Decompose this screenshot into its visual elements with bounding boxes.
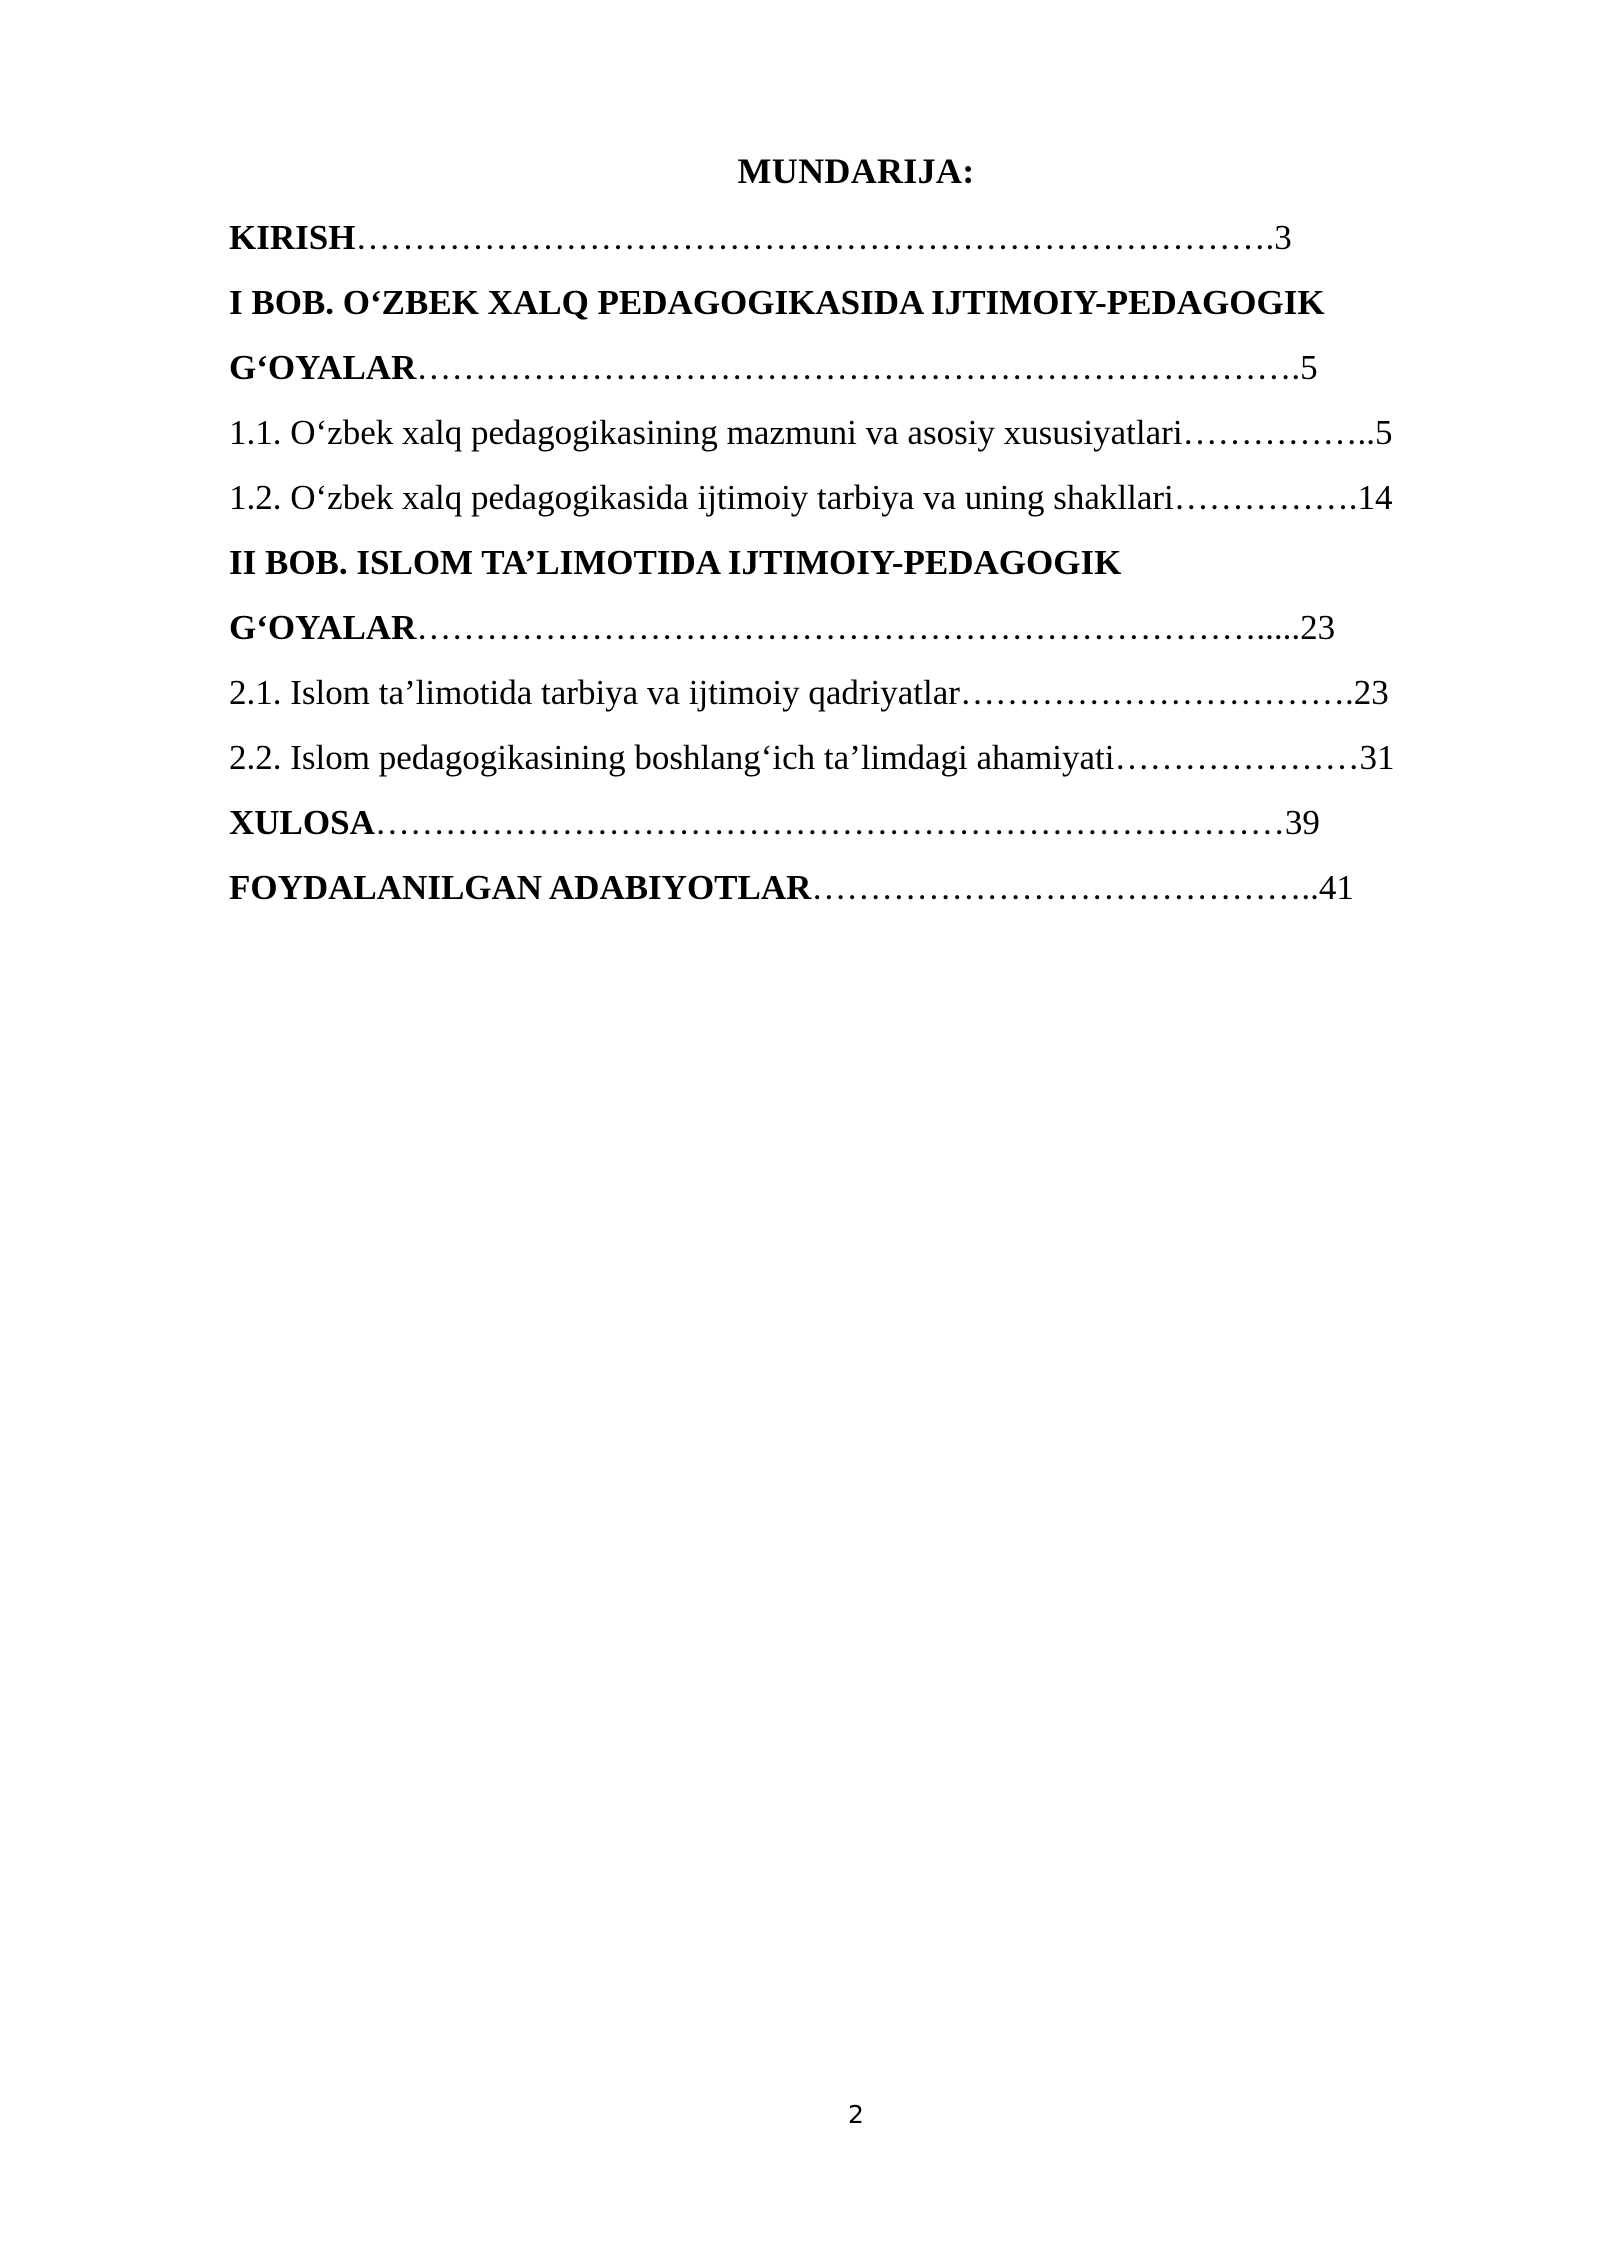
table-of-contents (229, 212, 1484, 927)
toc-entry-label: I BOB. O‘ZBEK XALQ PEDAGOGIKASIDA IJTIMOIY-PEDAGOGIK (229, 283, 1325, 322)
toc-entry-leader: ………………… (1114, 738, 1360, 777)
toc-entry-page: 31 (1359, 738, 1395, 777)
toc-entry-leader: ……………………………………………………………………. (355, 218, 1275, 257)
toc-entry-leader: …………………………………………………………………. (416, 348, 1301, 387)
toc-entry-references (229, 862, 1484, 927)
toc-entry-label: FOYDALANILGAN ADABIYOTLAR (229, 868, 812, 907)
toc-entry-leader: ……………. (1173, 478, 1358, 517)
toc-title: MUNDARIJA: (737, 151, 975, 191)
toc-entry-page: 41 (1318, 868, 1354, 907)
toc-entry-label: II BOB. ISLOM TA’LIMOTIDA IJTIMOIY-PEDAGOGIK (229, 543, 1122, 582)
toc-entry-chapter-2-heading (229, 537, 1484, 602)
toc-entry-section-2-1 (229, 667, 1484, 732)
toc-entry-label: G‘OYALAR (229, 348, 417, 387)
toc-entry-leader: ………………………………………………………………..... (416, 608, 1301, 647)
toc-entry-leader: …………………………………………………………………… (374, 803, 1285, 842)
page-number: 2 (848, 2100, 864, 2129)
toc-entry-chapter-1 (229, 342, 1484, 407)
toc-entry-page: 23 (1300, 608, 1336, 647)
toc-entry-chapter-1-heading (229, 277, 1484, 342)
toc-entry-page: 5 (1375, 413, 1393, 452)
toc-entry-label: 1.1. O‘zbek xalq pedagogikasining mazmuni va asosiy xususiyatlari (229, 413, 1183, 452)
toc-entry-section-1-2 (229, 472, 1484, 537)
toc-entry-page: 14 (1357, 478, 1393, 517)
toc-entry-page: 3 (1274, 218, 1292, 257)
toc-entry-xulosa (229, 797, 1484, 862)
toc-entry-section-2-2 (229, 732, 1484, 797)
toc-entry-page: 5 (1300, 348, 1318, 387)
toc-entry-label: 2.2. Islom pedagogikasining boshlang‘ich ta’limdagi ahamiyati (229, 738, 1115, 777)
toc-entry-section-1-1 (229, 407, 1484, 472)
toc-entry-kirish (229, 212, 1484, 277)
toc-entry-page: 39 (1284, 803, 1320, 842)
toc-entry-leader: …………………………………….. (811, 868, 1319, 907)
toc-entry-leader: ……………………………. (959, 673, 1354, 712)
toc-entry-label: 2.1. Islom ta’limotida tarbiya va ijtimoiy qadriyatlar (229, 673, 960, 712)
toc-entry-page: 23 (1353, 673, 1389, 712)
toc-entry-label: 1.2. O‘zbek xalq pedagogikasida ijtimoiy tarbiya va uning shakllari (229, 478, 1174, 517)
toc-entry-chapter-2 (229, 602, 1484, 667)
toc-entry-label: G‘OYALAR (229, 608, 417, 647)
toc-entry-label: XULOSA (229, 803, 375, 842)
toc-entry-label: KIRISH (229, 218, 356, 257)
toc-entry-leader: …………….. (1182, 413, 1376, 452)
